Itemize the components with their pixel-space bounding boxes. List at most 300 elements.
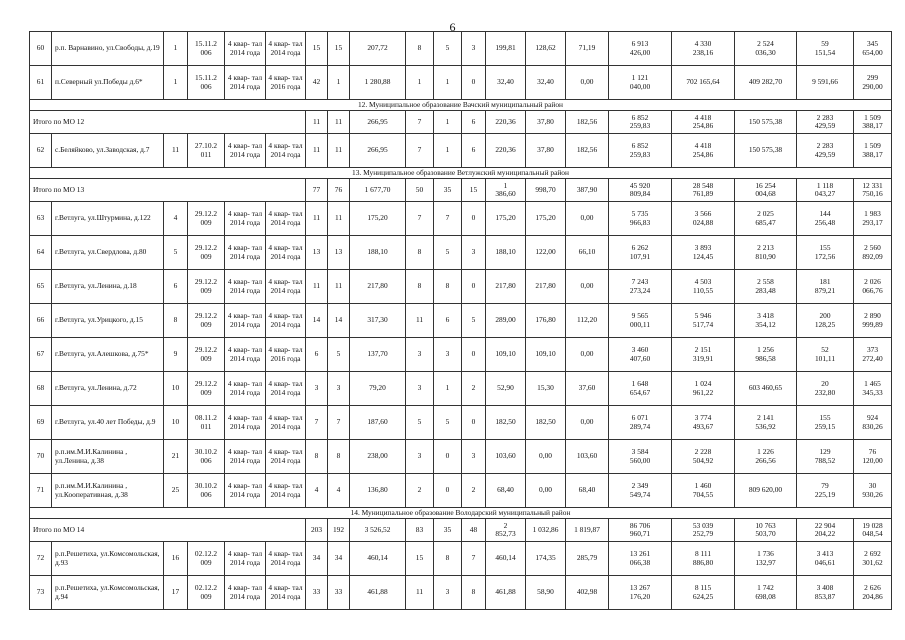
table-cell: 402,98 [566,576,609,610]
table-cell: 52 101,11 [797,338,854,372]
table-cell: 3 [406,372,434,406]
table-cell: 7 [406,134,434,168]
subtotal-label: Итого по МО 14 [30,519,306,542]
table-cell: 5 [406,406,434,440]
table-cell: 15 [462,179,486,202]
section-header-row [30,508,892,519]
row-number: 69 [30,406,52,440]
table-cell: 1 648 654,67 [609,372,672,406]
row-number: 60 [30,32,52,66]
table-row [30,542,892,576]
table-cell: 2 692 301,62 [854,542,892,576]
table-cell: 175,20 [486,202,526,236]
table-cell: 1 [328,66,350,100]
table-cell: 155 172,56 [797,236,854,270]
table-cell: 2 890 999,89 [854,304,892,338]
table-cell: 1 024 961,22 [672,372,735,406]
table-cell: 32,40 [526,66,566,100]
table-cell: 122,00 [526,236,566,270]
table-cell: 15 [306,32,328,66]
table-cell: 8 [462,576,486,610]
table-cell: 220,36 [486,111,526,134]
subtotal-row [30,179,892,202]
table-cell: 35 [434,179,462,202]
row-number: 61 [30,66,52,100]
table-cell: 199,81 [486,32,526,66]
table-cell: 4 квар- тал 2014 года [266,542,306,576]
table-row [30,440,892,474]
table-cell: 8 [406,270,434,304]
table-cell: 3 [434,576,462,610]
table-cell: 137,70 [350,338,406,372]
table-cell: 1 742 698,08 [735,576,797,610]
table-cell: 4 квар- тал 2014 года [225,304,266,338]
table-row [30,270,892,304]
section-header-row [30,168,892,179]
table-cell: 2 [462,372,486,406]
table-cell: 192 [328,519,350,542]
table-cell: 0,00 [526,474,566,508]
table-cell: 299 290,00 [854,66,892,100]
table-cell: 30 930,26 [854,474,892,508]
table-cell: 150 575,38 [735,111,797,134]
table-cell: 924 830,26 [854,406,892,440]
table-cell: 203 [306,519,328,542]
table-cell: 3 526,52 [350,519,406,542]
table-cell: 0 [462,66,486,100]
table-cell: 0,00 [566,270,609,304]
table-cell: 2 [462,474,486,508]
table-cell: 66,10 [566,236,609,270]
table-cell: 4 квар- тал 2014 года [266,270,306,304]
table-cell: 37,60 [566,372,609,406]
table-cell: 5 [434,32,462,66]
table-cell: 1 [164,66,188,100]
table-cell: 33 [328,576,350,610]
table-cell: 76 120,00 [854,440,892,474]
table-cell: 4 квар- тал 2016 года [266,338,306,372]
table-cell: 6 852 259,83 [609,111,672,134]
table-cell: 1 983 293,17 [854,202,892,236]
table-cell: 3 460 407,60 [609,338,672,372]
table-cell: 8 [406,236,434,270]
table-cell: 3 [406,440,434,474]
address-cell: г.Ветлуга, ул.Алешкова, д.75* [52,338,164,372]
table-cell: 3 [434,338,462,372]
table-cell: 5 946 517,74 [672,304,735,338]
table-cell: 345 654,00 [854,32,892,66]
table-cell: 176,80 [526,304,566,338]
table-cell: 5 [164,236,188,270]
table-cell: 12 331 750,16 [854,179,892,202]
table-cell: 6 [462,134,486,168]
table-cell: 0 [434,474,462,508]
address-cell: г.Ветлуга, ул.40 лет Победы, д.9 [52,406,164,440]
table-cell: 2 026 066,76 [854,270,892,304]
table-cell: 15 [406,542,434,576]
table-cell: 109,10 [486,338,526,372]
table-cell: 7 243 273,24 [609,270,672,304]
table-cell: 0,00 [566,202,609,236]
table-cell: 112,20 [566,304,609,338]
address-cell: с.Беляйково, ул.Заводская, д.7 [52,134,164,168]
address-cell: г.Ветлуга, ул.Урицкого, д.15 [52,304,164,338]
table-cell: 317,30 [350,304,406,338]
table-cell: 2 151 319,91 [672,338,735,372]
table-cell: 150 575,38 [735,134,797,168]
table-cell: 3 [462,32,486,66]
table-row [30,338,892,372]
table-cell: 34 [328,542,350,576]
table-cell: 15.11.2 006 [188,32,225,66]
table-cell: 460,14 [486,542,526,576]
table-cell: 9 [164,338,188,372]
table-cell: 2 [406,474,434,508]
table-cell: 7 [306,406,328,440]
row-number: 66 [30,304,52,338]
table-cell: 4 квар- тал 2014 года [266,474,306,508]
table-cell: 1 256 986,58 [735,338,797,372]
section-header-row [30,100,892,111]
table-cell: 29.12.2 009 [188,372,225,406]
table-cell: 29.12.2 009 [188,202,225,236]
page-number: 6 [449,20,456,34]
table-cell: 11 [306,202,328,236]
table-cell: 6 [306,338,328,372]
table-cell: 238,00 [350,440,406,474]
subtotal-label: Итого по МО 12 [30,111,306,134]
table-cell: 79,20 [350,372,406,406]
subtotal-row [30,519,892,542]
table-cell: 7 [462,542,486,576]
table-cell: 15,30 [526,372,566,406]
table-cell: 16 [164,542,188,576]
table-cell: 1 677,70 [350,179,406,202]
table-cell: 4 квар- тал 2014 года [225,32,266,66]
table-cell: 4 квар- тал 2014 года [266,406,306,440]
table-cell: 4 квар- тал 2014 года [225,576,266,610]
table-cell: 11 [306,111,328,134]
table-cell: 175,20 [350,202,406,236]
table-cell: 10 [164,372,188,406]
table-cell: 182,50 [526,406,566,440]
table-cell: 603 460,65 [735,372,797,406]
table-cell: 71,19 [566,32,609,66]
table-cell: 8 [164,304,188,338]
table-cell: 83 [406,519,434,542]
address-cell: р.п.Решетиха, ул.Комсомольская, д.94 [52,576,164,610]
table-row [30,406,892,440]
table-cell: 15.11.2 006 [188,66,225,100]
table-cell: 1 509 388,17 [854,134,892,168]
table-cell: 4 квар- тал 2014 года [225,406,266,440]
table-cell: 4 418 254,86 [672,134,735,168]
table-cell: 34 [306,542,328,576]
table-cell: 188,10 [350,236,406,270]
table-cell: 7 [406,202,434,236]
table-cell: 11 [328,202,350,236]
subtotal-row [30,111,892,134]
table-cell: 4 квар- тал 2014 года [266,372,306,406]
table-cell: 50 [406,179,434,202]
table-cell: 285,79 [566,542,609,576]
table-row [30,32,892,66]
table-cell: 4 квар- тал 2014 года [266,576,306,610]
table-cell: 2 141 536,92 [735,406,797,440]
table-cell: 2 560 892,09 [854,236,892,270]
table-cell: 02.12.2 009 [188,542,225,576]
table-cell: 182,56 [566,111,609,134]
table-cell: 68,40 [486,474,526,508]
table-cell: 2 283 429,59 [797,134,854,168]
table-cell: 8 [406,32,434,66]
table-cell: 11 [306,270,328,304]
table-cell: 32,40 [486,66,526,100]
table-cell: 1 [406,66,434,100]
table-cell: 4 [328,474,350,508]
table-cell: 0 [462,202,486,236]
table-cell: 182,50 [486,406,526,440]
table-cell: 702 165,64 [672,66,735,100]
table-cell: 29.12.2 009 [188,270,225,304]
row-number: 68 [30,372,52,406]
table-cell: 28 548 761,89 [672,179,735,202]
row-number: 72 [30,542,52,576]
table-cell: 13 [328,236,350,270]
table-cell: 409 282,70 [735,66,797,100]
table-cell: 3 [462,236,486,270]
row-number: 65 [30,270,52,304]
table-cell: 29.12.2 009 [188,338,225,372]
table-cell: 461,88 [350,576,406,610]
table-cell: 17 [164,576,188,610]
table-cell: 20 232,80 [797,372,854,406]
table-cell: 77 [306,179,328,202]
table-cell: 1 460 704,55 [672,474,735,508]
table-row [30,202,892,236]
table-cell: 144 256,48 [797,202,854,236]
table-cell: 1 121 040,00 [609,66,672,100]
table-cell: 02.12.2 009 [188,576,225,610]
table-row [30,236,892,270]
table-cell: 2 283 429,59 [797,111,854,134]
table-cell: 21 [164,440,188,474]
table-cell: 22 904 204,22 [797,519,854,542]
table-cell: 998,70 [526,179,566,202]
table-cell: 3 774 493,67 [672,406,735,440]
table-cell: 86 706 960,71 [609,519,672,542]
table-cell: 0 [462,338,486,372]
row-number: 71 [30,474,52,508]
table-cell: 3 [406,338,434,372]
table-cell: 9 591,66 [797,66,854,100]
table-cell: 103,60 [566,440,609,474]
table-cell: 1 386,60 [486,179,526,202]
table-cell: 6 071 289,74 [609,406,672,440]
table-cell: 2 852,73 [486,519,526,542]
table-cell: 0,00 [566,406,609,440]
table-cell: 217,80 [486,270,526,304]
table-cell: 0 [462,406,486,440]
row-number: 62 [30,134,52,168]
table-cell: 6 262 107,91 [609,236,672,270]
table-cell: 187,60 [350,406,406,440]
table-cell: 8 111 886,80 [672,542,735,576]
table-cell: 42 [306,66,328,100]
table-cell: 266,95 [350,134,406,168]
table-cell: 6 [462,111,486,134]
table-row [30,576,892,610]
table-cell: 181 879,21 [797,270,854,304]
table-cell: 45 920 809,84 [609,179,672,202]
table-cell: 5 735 966,83 [609,202,672,236]
table-cell: 11 [406,304,434,338]
table-cell: 1 [434,372,462,406]
row-number: 73 [30,576,52,610]
address-cell: р.п.им.М.И.Калинина , ул.Кооперативная, д.38 [52,474,164,508]
table-cell: 25 [164,474,188,508]
table-cell: 7 [406,111,434,134]
table-cell: 11 [328,270,350,304]
table-cell: 27.10.2 011 [188,134,225,168]
table-cell: 2 349 549,74 [609,474,672,508]
table-cell: 217,80 [526,270,566,304]
table-cell: 3 [328,372,350,406]
table-cell: 29.12.2 009 [188,236,225,270]
table-cell: 3 408 853,87 [797,576,854,610]
table-cell: 79 225,19 [797,474,854,508]
table-cell: 155 259,15 [797,406,854,440]
table-cell: 4 квар- тал 2014 года [225,338,266,372]
table-cell: 5 [462,304,486,338]
table-row [30,66,892,100]
table-cell: 1 [434,111,462,134]
address-cell: г.Ветлуга, ул.Штурмина, д.122 [52,202,164,236]
row-number: 70 [30,440,52,474]
table-cell: 4 квар- тал 2014 года [225,372,266,406]
table-cell: 3 413 046,61 [797,542,854,576]
table-cell: 129 788,52 [797,440,854,474]
table-row [30,134,892,168]
table-cell: 68,40 [566,474,609,508]
table-cell: 217,80 [350,270,406,304]
table-cell: 13 [306,236,328,270]
table-cell: 4 квар- тал 2014 года [266,440,306,474]
table-cell: 16 254 004,68 [735,179,797,202]
row-number: 64 [30,236,52,270]
table-row [30,474,892,508]
table-cell: 30.10.2 006 [188,474,225,508]
table-cell: 207,72 [350,32,406,66]
table-cell: 809 620,00 [735,474,797,508]
table-cell: 59 151,54 [797,32,854,66]
table-cell: 4 330 238,16 [672,32,735,66]
address-cell: г.Ветлуга, ул.Ленина, д.72 [52,372,164,406]
table-cell: 35 [434,519,462,542]
table-row [30,372,892,406]
table-cell: 8 115 624,25 [672,576,735,610]
table-cell: 58,90 [526,576,566,610]
table-cell: 4 квар- тал 2014 года [266,304,306,338]
row-number: 67 [30,338,52,372]
table-cell: 1 226 266,56 [735,440,797,474]
table-cell: 9 565 000,11 [609,304,672,338]
address-cell: г.Ветлуга, ул.Ленина, д.18 [52,270,164,304]
table-cell: 1 465 345,33 [854,372,892,406]
table-cell: 5 [328,338,350,372]
table-cell: 289,00 [486,304,526,338]
table-cell: 4 квар- тал 2014 года [225,440,266,474]
table-cell: 2 228 504,92 [672,440,735,474]
table-cell: 76 [328,179,350,202]
table-cell: 5 [434,236,462,270]
row-number: 63 [30,202,52,236]
table-cell: 4 квар- тал 2014 года [225,270,266,304]
table-cell: 4 квар- тал 2014 года [225,134,266,168]
table-cell: 0 [434,440,462,474]
table-cell: 11 [164,134,188,168]
table-cell: 0,00 [526,440,566,474]
table-cell: 30.10.2 006 [188,440,225,474]
table-cell: 6 913 426,00 [609,32,672,66]
table-cell: 13 267 176,20 [609,576,672,610]
table-cell: 08.11.2 011 [188,406,225,440]
table-cell: 15 [328,32,350,66]
table-cell: 14 [328,304,350,338]
table-cell: 37,80 [526,134,566,168]
table-cell: 2 626 204,86 [854,576,892,610]
table-cell: 1 736 132,97 [735,542,797,576]
table-cell: 8 [328,440,350,474]
table-cell: 53 039 252,79 [672,519,735,542]
table-cell: 2 558 283,48 [735,270,797,304]
table-cell: 10 [164,406,188,440]
table-cell: 1 118 043,27 [797,179,854,202]
table-cell: 3 893 124,45 [672,236,735,270]
table-cell: 1 509 388,17 [854,111,892,134]
table-cell: 461,88 [486,576,526,610]
table-cell: 11 [406,576,434,610]
table-cell: 3 [306,372,328,406]
table-cell: 10 763 503,70 [735,519,797,542]
table-cell: 3 584 560,00 [609,440,672,474]
table-cell: 7 [434,202,462,236]
table-cell: 4 квар- тал 2014 года [266,202,306,236]
table-cell: 460,14 [350,542,406,576]
table-cell: 5 [434,406,462,440]
table-cell: 3 418 354,12 [735,304,797,338]
table-cell: 4 квар- тал 2014 года [266,236,306,270]
table-cell: 1 819,87 [566,519,609,542]
table-cell: 13 261 066,38 [609,542,672,576]
table-cell: 182,56 [566,134,609,168]
table-cell: 3 [462,440,486,474]
table-cell: 33 [306,576,328,610]
table-cell: 4 квар- тал 2014 года [266,134,306,168]
table-cell: 128,62 [526,32,566,66]
table-cell: 7 [328,406,350,440]
table-cell: 4 квар- тал 2014 года [225,66,266,100]
table-cell: 37,80 [526,111,566,134]
table-cell: 19 028 048,54 [854,519,892,542]
table-cell: 4 квар- тал 2014 года [225,542,266,576]
table-cell: 387,90 [566,179,609,202]
table-cell: 0,00 [566,338,609,372]
table-cell: 4 квар- тал 2016 года [266,66,306,100]
table-cell: 0,00 [566,66,609,100]
table-cell: 8 [434,542,462,576]
table-cell: 4 квар- тал 2014 года [225,236,266,270]
